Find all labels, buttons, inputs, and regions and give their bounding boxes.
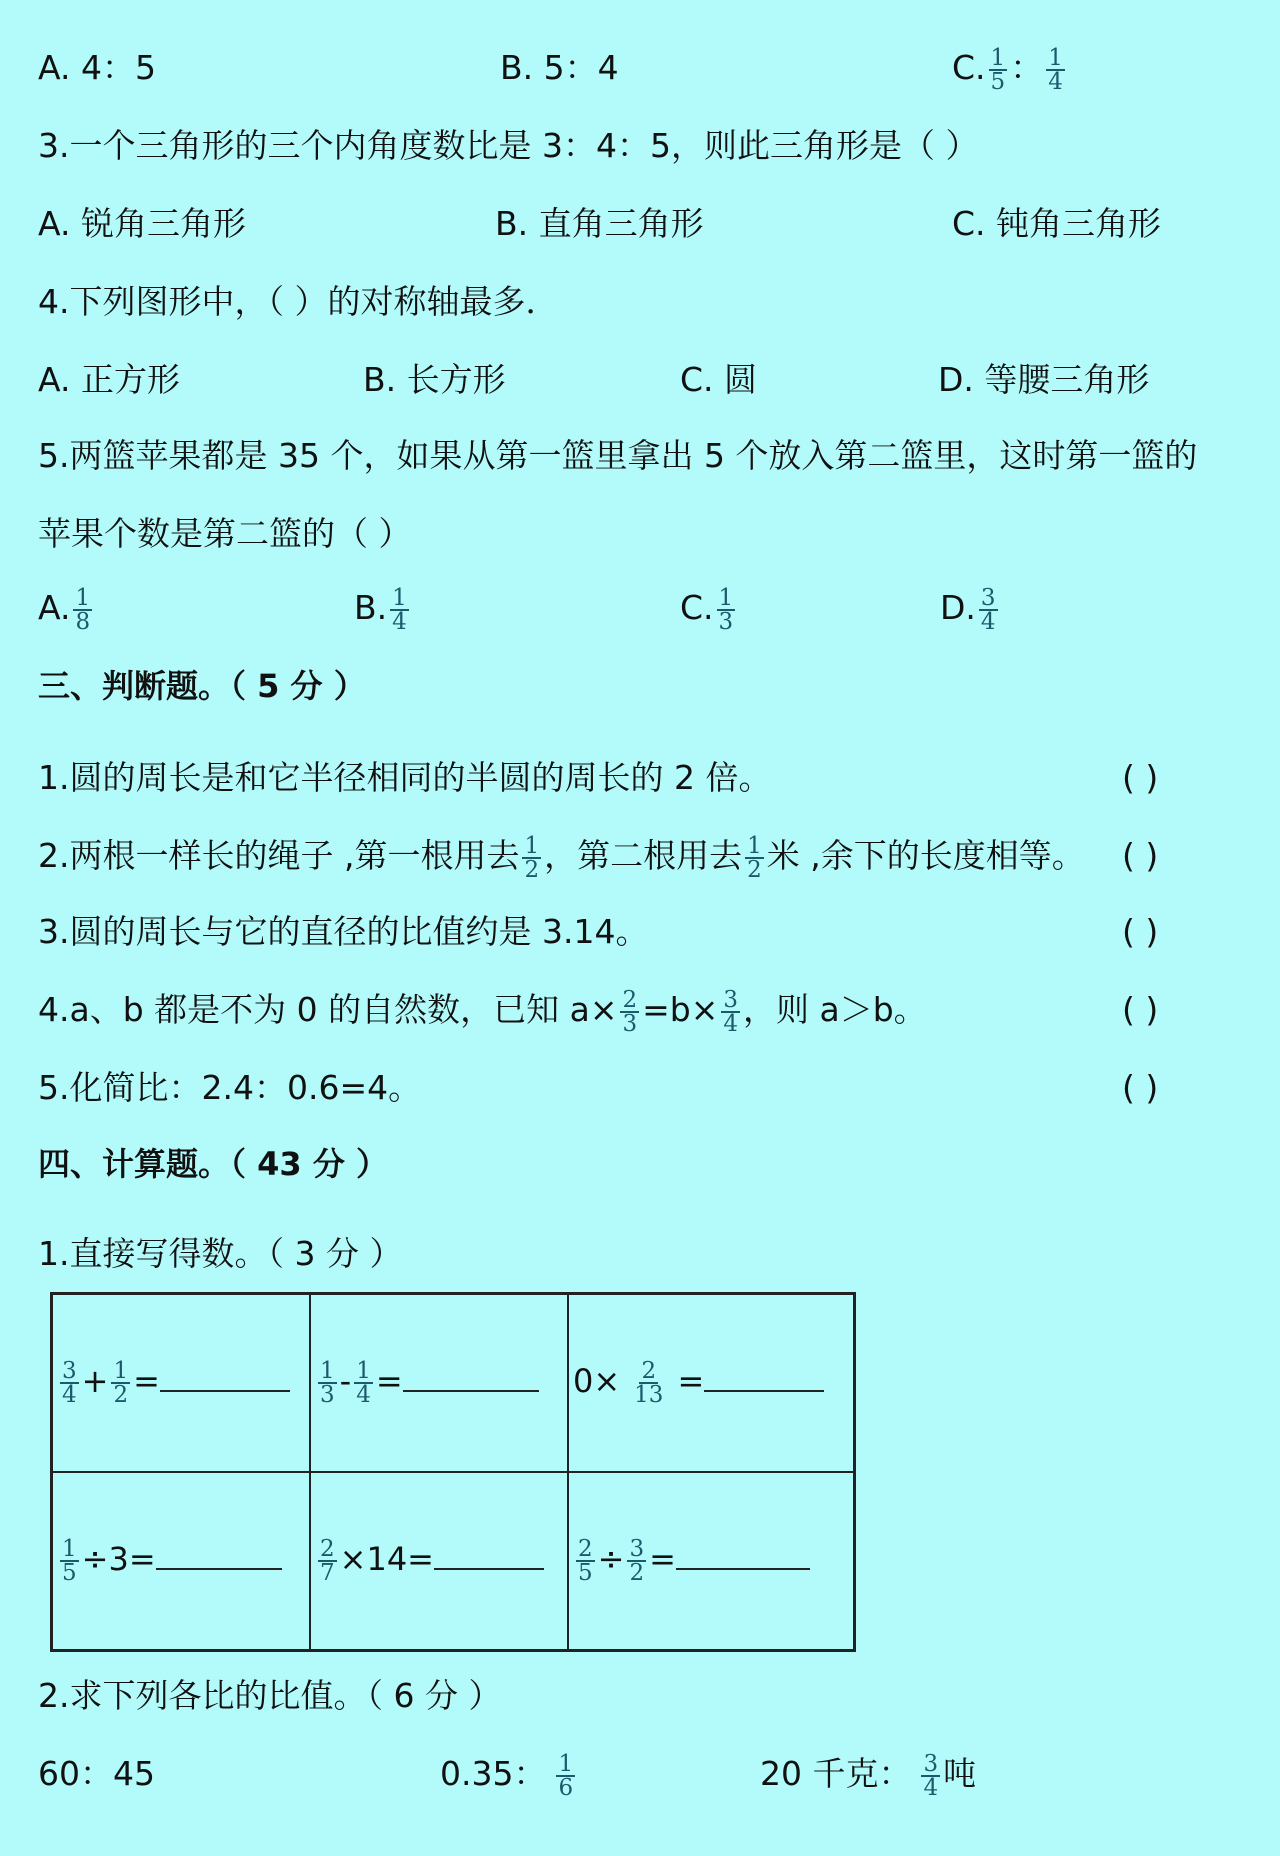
q4-option-c: C. 圆 <box>680 360 758 399</box>
fraction: $\frac{1}{4}$ <box>1048 44 1063 95</box>
judge-item-2 <box>38 834 1085 881</box>
ratio-1: 60：45 <box>38 1754 155 1793</box>
judge-item-4 <box>38 988 927 1035</box>
fraction: $\frac{3}{4}$ <box>723 986 739 1037</box>
item-text: 米 ,余下的长度相等。 <box>766 836 1085 875</box>
q4-option-b: B. 长方形 <box>363 360 506 399</box>
fraction: $\frac{3}{2}$ <box>629 1536 645 1586</box>
fraction: $\frac{2}{13}$ <box>634 1358 664 1408</box>
ratio-text: 吨 <box>943 1754 977 1793</box>
question-5-line2: 苹果个数是第二篮的（ ） <box>38 514 412 553</box>
equals: = <box>375 1362 403 1400</box>
operator: 0× <box>573 1362 621 1400</box>
answer-blank[interactable] <box>704 1362 824 1392</box>
answer-blank[interactable] <box>676 1540 810 1570</box>
ratio-text: 0.35： <box>440 1754 547 1793</box>
q4-option-d: D. 等腰三角形 <box>938 360 1150 399</box>
q3-option-a: A. 锐角三角形 <box>38 204 246 243</box>
question-5-line1: 5.两篮苹果都是 35 个，如果从第一篮里拿出 5 个放入第二篮里，这时第一篮的 <box>38 436 1198 475</box>
calc-q2-title: 2.求下列各比的比值。（ 6 分 ） <box>38 1676 502 1715</box>
calc-cell-1 <box>52 1294 311 1473</box>
option-prefix: A. <box>38 588 71 627</box>
judge-answer-paren-3[interactable]: ( ) <box>1122 912 1159 951</box>
judge-answer-paren-1[interactable]: ( ) <box>1122 758 1159 797</box>
ratio-text: 20 千克： <box>760 1754 912 1793</box>
fraction: $\frac{2}{3}$ <box>622 986 638 1037</box>
ratio-2 <box>440 1752 578 1799</box>
q2-option-b: B. 5：4 <box>500 48 619 87</box>
q4-option-a: A. 正方形 <box>38 360 180 399</box>
fraction: $\frac{1}{3}$ <box>320 1358 335 1408</box>
judge-answer-paren-2[interactable]: ( ) <box>1122 836 1159 875</box>
q5-option-b <box>354 586 412 633</box>
q3-option-c: C. 钝角三角形 <box>952 204 1162 243</box>
judge-answer-paren-5[interactable]: ( ) <box>1122 1068 1159 1107</box>
option-prefix: B. <box>354 588 388 627</box>
judge-item-5: 5.化简比：2.4：0.6=4。 <box>38 1068 422 1107</box>
operator: + <box>81 1362 109 1400</box>
calc-q1-title: 1.直接写得数。（ 3 分 ） <box>38 1234 403 1273</box>
section-4-title: 四、计算题。（ 43 分 ） <box>38 1145 388 1183</box>
fraction: $\frac{1}{8}$ <box>75 584 91 635</box>
equals: = <box>649 1540 676 1578</box>
fraction: $\frac{1}{4}$ <box>392 584 407 635</box>
operator: ÷3= <box>81 1540 156 1578</box>
answer-blank[interactable] <box>160 1362 290 1392</box>
calc-cell-2 <box>310 1294 568 1473</box>
item-text: ，第二根用去 <box>544 836 743 875</box>
answer-blank[interactable] <box>403 1362 539 1392</box>
q5-option-c <box>680 586 738 633</box>
fraction: $\frac{1}{2}$ <box>524 832 540 883</box>
question-4: 4.下列图形中，（ ）的对称轴最多． <box>38 282 559 321</box>
calc-cell-6 <box>568 1472 855 1651</box>
section-3-title: 三、判断题。（ 5 分 ） <box>38 667 366 705</box>
calc-cell-3 <box>568 1294 855 1473</box>
option-prefix: D. <box>940 588 976 627</box>
q5-option-a <box>38 586 95 633</box>
option-prefix: C. <box>680 588 714 627</box>
table-row <box>52 1472 855 1651</box>
operator: ÷ <box>597 1540 625 1578</box>
calc-table <box>50 1292 856 1652</box>
q2-option-a: A. 4：5 <box>38 48 156 87</box>
fraction: $\frac{2}{7}$ <box>320 1536 335 1586</box>
q3-option-b: B. 直角三角形 <box>495 204 704 243</box>
fraction: $\frac{1}{2}$ <box>113 1358 129 1408</box>
item-text: ，则 a＞b。 <box>743 990 927 1029</box>
fraction: $\frac{1}{4}$ <box>356 1358 371 1408</box>
item-text: 4.a、b 都是不为 0 的自然数，已知 a× <box>38 990 618 1029</box>
answer-blank[interactable] <box>156 1540 282 1570</box>
fraction: $\frac{1}{2}$ <box>747 832 762 883</box>
fraction: $\frac{1}{6}$ <box>558 1750 574 1801</box>
ratio-3 <box>760 1752 976 1799</box>
fraction: $\frac{3}{4}$ <box>62 1358 77 1408</box>
equals: = <box>677 1362 705 1400</box>
equals: = <box>133 1362 160 1400</box>
fraction: $\frac{3}{4}$ <box>923 1750 939 1801</box>
calc-cell-4 <box>52 1472 311 1651</box>
q5-option-d <box>940 586 1001 633</box>
fraction: $\frac{1}{5}$ <box>990 44 1006 95</box>
calc-cell-5 <box>310 1472 568 1651</box>
fraction: $\frac{2}{5}$ <box>578 1536 593 1586</box>
fraction: $\frac{1}{3}$ <box>718 584 734 635</box>
operator: - <box>339 1362 352 1400</box>
fraction: $\frac{1}{5}$ <box>62 1536 77 1586</box>
judge-answer-paren-4[interactable]: ( ) <box>1122 990 1159 1029</box>
judge-item-1: 1.圆的周长是和它半径相同的半圆的周长的 2 倍。 <box>38 758 772 797</box>
q2-option-c <box>952 46 1068 93</box>
judge-item-3: 3.圆的周长与它的直径的比值约是 3.14。 <box>38 912 649 951</box>
fraction: $\frac{3}{4}$ <box>980 584 996 635</box>
option-prefix: C. <box>952 48 986 87</box>
item-text: 2.两根一样长的绳子 ,第一根用去 <box>38 836 520 875</box>
operator: ×14= <box>339 1540 434 1578</box>
answer-blank[interactable] <box>434 1540 544 1570</box>
table-row <box>52 1294 855 1473</box>
item-text: =b× <box>642 990 719 1029</box>
question-3: 3.一个三角形的三个内角度数比是 3：4：5，则此三角形是（ ） <box>38 126 979 165</box>
colon: ： <box>1010 48 1044 87</box>
